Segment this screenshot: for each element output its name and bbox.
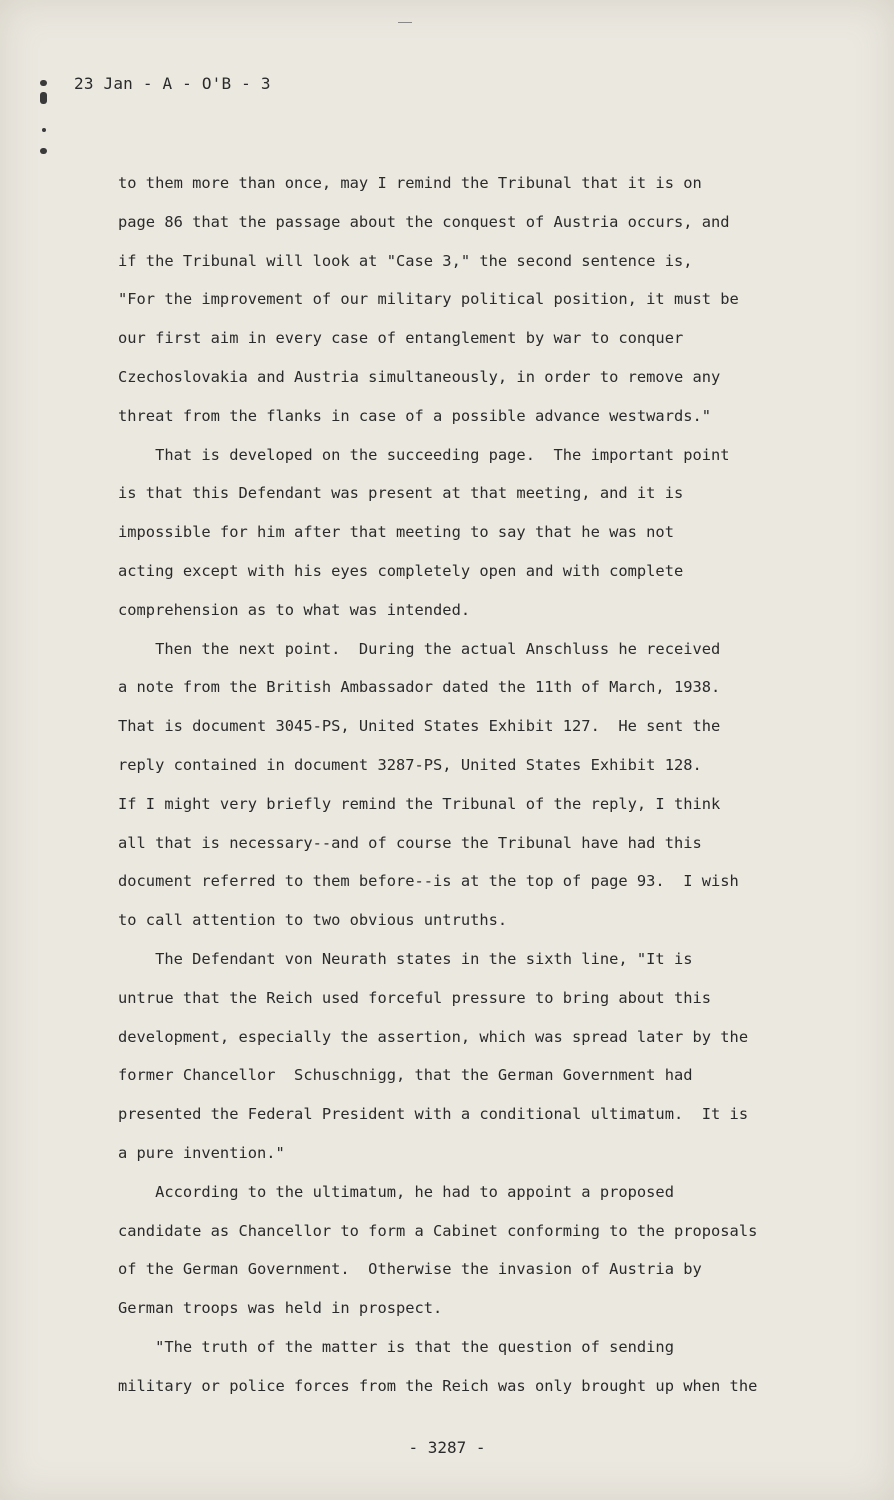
- text-line: threat from the flanks in case of a possible advance westwards.": [118, 406, 712, 425]
- margin-mark: [40, 92, 47, 104]
- text-line: is that this Defendant was present at that meeting, and it is: [118, 484, 684, 503]
- text-line: Czechoslovakia and Austria simultaneously, in order to remove any: [118, 367, 721, 386]
- text-line: presented the Federal President with a conditional ultimatum. It is: [118, 1105, 749, 1124]
- text-line: if the Tribunal will look at "Case 3," the second sentence is,: [118, 251, 693, 270]
- text-line: a pure invention.": [118, 1143, 285, 1162]
- text-line: a note from the British Ambassador dated the 11th of March, 1938.: [118, 678, 721, 697]
- text-line: If I might very briefly remind the Tribunal of the reply, I think: [118, 794, 721, 813]
- text-line: untrue that the Reich used forceful pressure to bring about this: [118, 988, 712, 1007]
- text-line: acting except with his eyes completely open and with complete: [118, 561, 684, 580]
- text-line: The Defendant von Neurath states in the sixth line, "It is: [118, 949, 693, 968]
- text-line: That is developed on the succeeding page. The important point: [118, 445, 730, 464]
- paper-mark: [398, 22, 412, 23]
- text-line: "For the improvement of our military political position, it must be: [118, 290, 739, 309]
- text-line: page 86 that the passage about the conquest of Austria occurs, and: [118, 212, 730, 231]
- text-line: to them more than once, may I remind the Tribunal that it is on: [118, 174, 702, 192]
- text-line: document referred to them before--is at the top of page 93. I wish: [118, 872, 739, 891]
- text-line: impossible for him after that meeting to say that he was not: [118, 523, 674, 542]
- text-line: reply contained in document 3287-PS, United States Exhibit 128.: [118, 755, 702, 774]
- text-line: "The truth of the matter is that the question of sending: [118, 1337, 674, 1356]
- margin-mark: [42, 128, 46, 132]
- page-number: - 3287 -: [408, 1438, 486, 1457]
- text-line: all that is necessary--and of course the Tribunal have had this: [118, 833, 702, 852]
- transcript-body: [118, 170, 798, 1412]
- text-line: comprehension as to what was intended.: [118, 600, 471, 619]
- text-line: military or police forces from the Reich was only brought up when the: [118, 1376, 758, 1395]
- text-line: That is document 3045-PS, United States Exhibit 127. He sent the: [118, 717, 721, 736]
- text-line: German troops was held in prospect.: [118, 1299, 443, 1318]
- text-line: Then the next point. During the actual Anschluss he received: [118, 639, 721, 658]
- text-line: of the German Government. Otherwise the invasion of Austria by: [118, 1260, 702, 1279]
- margin-mark: [40, 80, 47, 86]
- text-line: former Chancellor Schuschnigg, that the German Government had: [118, 1066, 693, 1085]
- text-line: to call attention to two obvious untruths.: [118, 911, 508, 930]
- margin-mark: [40, 148, 47, 154]
- text-line: our first aim in every case of entanglement by war to conquer: [118, 329, 684, 348]
- document-reference: 23 Jan - A - O'B - 3: [74, 74, 271, 93]
- text-line: According to the ultimatum, he had to appoint a proposed: [118, 1182, 674, 1201]
- text-line: candidate as Chancellor to form a Cabinet conforming to the proposals: [118, 1221, 758, 1240]
- text-line: development, especially the assertion, which was spread later by the: [118, 1027, 749, 1046]
